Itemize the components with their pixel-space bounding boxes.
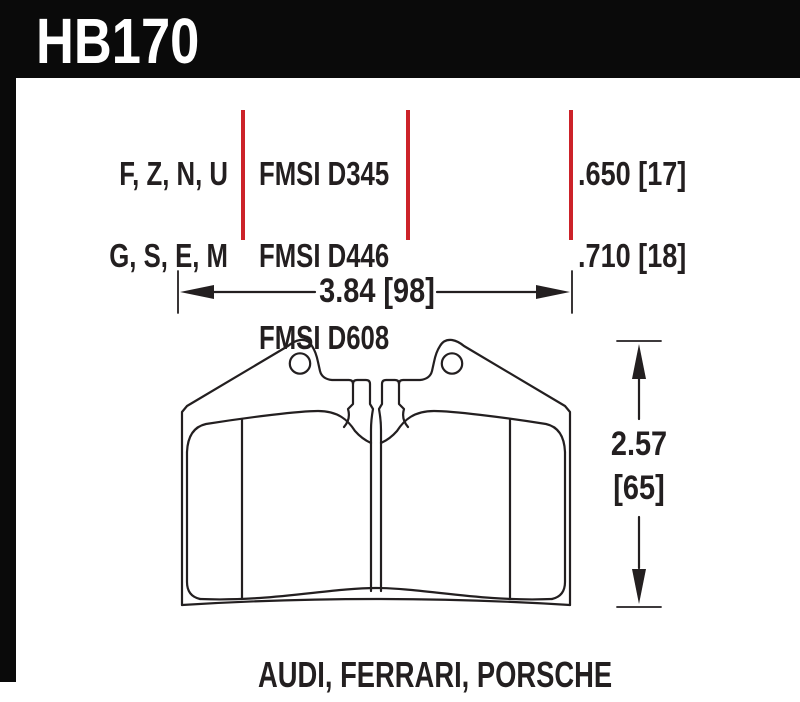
arrow-right-icon <box>536 285 570 299</box>
left-margin-strip <box>0 78 16 682</box>
pad-thickness-values <box>578 112 686 317</box>
arrow-up-icon <box>632 344 646 379</box>
guide-hole-right <box>442 353 462 373</box>
table-divider-2 <box>406 110 410 240</box>
height-dimension-label-mm: [65] <box>613 469 665 507</box>
width-dimension-label: 3.84 [98] <box>319 272 435 310</box>
fmsi-numbers <box>259 112 389 399</box>
thickness-row-1: .650 [17] <box>578 155 687 192</box>
compound-codes-row-2: G, S, E, M <box>109 237 228 274</box>
compound-codes-row-1: F, Z, N, U <box>119 155 228 192</box>
part-number: HB170 <box>36 5 200 77</box>
vehicle-applications: AUDI, FERRARI, PORSCHE <box>258 654 613 695</box>
thickness-row-2: .710 [18] <box>578 237 687 274</box>
arrow-down-icon <box>632 569 646 604</box>
table-divider-3 <box>569 110 573 240</box>
fmsi-row-2: FMSI D446 <box>259 237 390 274</box>
friction-material-outline <box>187 411 565 599</box>
fmsi-row-3: FMSI D608 <box>259 319 390 356</box>
compound-codes <box>97 112 228 317</box>
fmsi-row-1: FMSI D345 <box>259 155 390 192</box>
table-divider-1 <box>241 110 245 240</box>
height-dimension-label-inches: 2.57 <box>610 425 668 463</box>
